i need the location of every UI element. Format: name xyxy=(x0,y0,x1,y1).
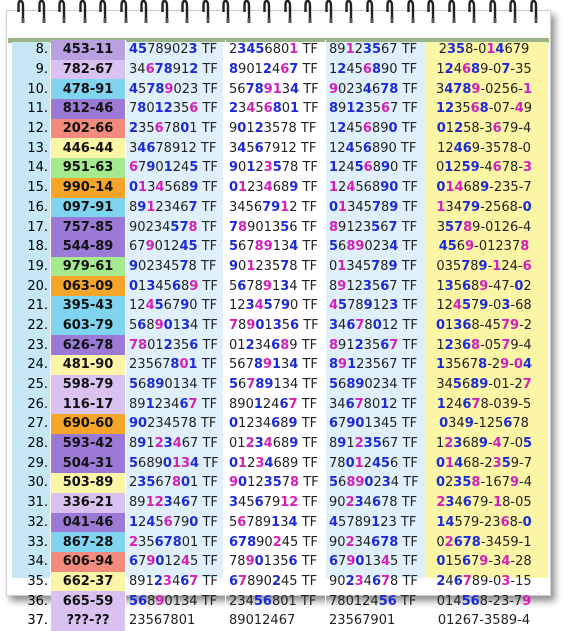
draw-code: 116-17 xyxy=(51,394,126,414)
tf-set-c: 89123567 TF xyxy=(326,335,426,355)
draw-code: 867-28 xyxy=(51,532,126,552)
spiral-ring xyxy=(326,0,334,24)
tf-set-b: 23456801 TF xyxy=(226,40,326,60)
tf-set-b: 78901356 TF xyxy=(226,217,326,237)
result-digits: 02358-1679-4 xyxy=(435,475,533,491)
spiral-ring xyxy=(449,0,457,24)
tf-set-a: 90234578 TF xyxy=(126,217,226,237)
row-number: 37. xyxy=(27,613,48,629)
tf-set-c: 89123567 TF xyxy=(326,217,426,237)
spiral-ring xyxy=(182,0,190,24)
draw-code: ???-?? xyxy=(51,611,126,631)
tf-set-c: 12456890 TF xyxy=(326,158,426,178)
draw-code: 598-79 xyxy=(51,375,126,395)
tf-set-c: 90234678 TF xyxy=(326,79,426,99)
row-number: 32. xyxy=(27,514,48,530)
tf-set-c: 12456890 TF xyxy=(326,119,426,139)
tf-set-a: 12456790 TF xyxy=(126,513,226,533)
tf-set-a: 45789023 TF xyxy=(126,79,226,99)
spiral-ring xyxy=(305,0,313,24)
draw-code: 603-79 xyxy=(51,316,126,336)
table-row xyxy=(12,434,543,454)
result-digits: 14579-2368-0 xyxy=(436,514,532,530)
row-number: 21. xyxy=(27,298,48,314)
row-number: 26. xyxy=(27,396,48,412)
spiral-ring xyxy=(80,0,88,24)
result-digits: 035789-124-6 xyxy=(436,258,532,274)
numbers-table xyxy=(12,40,543,631)
tf-set-a: 34678912 TF xyxy=(126,138,226,158)
tf-set-a: 12456790 TF xyxy=(126,296,226,316)
table-row xyxy=(12,473,543,493)
row-number: 23. xyxy=(27,337,48,353)
tf-set-a: 23567801 xyxy=(126,611,226,631)
row-number: 28. xyxy=(27,436,48,452)
table-row xyxy=(12,217,543,237)
table-row xyxy=(12,296,543,316)
result-digits: 123689-47-05 xyxy=(435,436,533,452)
row-number: 16. xyxy=(27,199,48,215)
draw-code: 336-21 xyxy=(51,493,126,513)
spiral-ring xyxy=(346,0,354,24)
row-number: 35. xyxy=(27,573,48,589)
draw-code: 063-09 xyxy=(51,276,126,296)
tf-set-c: 01345789 TF xyxy=(326,198,426,218)
row-number: 27. xyxy=(27,416,48,432)
spiral-ring xyxy=(18,0,26,24)
result-digits: 02678-3459-1 xyxy=(436,534,532,550)
spiral-ring xyxy=(510,0,518,24)
tf-set-b: 67890245 TF xyxy=(226,572,326,592)
tf-set-c: 12456890 TF xyxy=(326,178,426,198)
tf-set-b: 78901356 TF xyxy=(226,316,326,336)
result-digits: 12368-0579-4 xyxy=(436,337,532,353)
tf-set-c: 78012456 TF xyxy=(326,453,426,473)
tf-set-b: 23456801 TF xyxy=(226,591,326,611)
result-digits: 246789-03-15 xyxy=(436,573,532,589)
tf-set-c: 12456890 TF xyxy=(326,60,426,80)
tf-set-a: 78012356 TF xyxy=(126,335,226,355)
tf-set-b: 01234689 TF xyxy=(226,414,326,434)
tf-set-a: 01345689 TF xyxy=(126,276,226,296)
spiral-ring xyxy=(469,0,477,24)
tf-set-a: 89123467 TF xyxy=(126,572,226,592)
table-row xyxy=(12,335,543,355)
row-number: 29. xyxy=(27,455,48,471)
table-row xyxy=(12,611,543,631)
draw-code: 665-59 xyxy=(51,591,126,611)
tf-set-b: 56789134 TF xyxy=(226,276,326,296)
tf-set-b: 23456801 TF xyxy=(226,99,326,119)
tf-set-c: 90234678 TF xyxy=(326,493,426,513)
tf-set-c: 90234678 TF xyxy=(326,532,426,552)
row-number: 33. xyxy=(27,534,48,550)
result-digits: 123568-07-49 xyxy=(435,101,533,117)
tf-set-c: 56890234 TF xyxy=(326,473,426,493)
tf-set-b: 89012467 TF xyxy=(226,394,326,414)
table-row xyxy=(12,316,543,336)
result-digits: 0349-125678 xyxy=(439,416,529,432)
tf-set-b: 90123578 TF xyxy=(226,158,326,178)
draw-code: 626-78 xyxy=(51,335,126,355)
tf-set-a: 56890134 TF xyxy=(126,453,226,473)
tf-set-a: 01345689 TF xyxy=(126,178,226,198)
table-row xyxy=(12,178,543,198)
spiral-ring xyxy=(531,0,539,24)
lottery-table-sheet xyxy=(12,42,548,629)
tf-set-c: 78012456 TF xyxy=(326,591,426,611)
tf-set-a: 67901245 TF xyxy=(126,158,226,178)
spiral-ring xyxy=(162,0,170,24)
tf-set-c: 89123567 TF xyxy=(326,99,426,119)
draw-code: 606-94 xyxy=(51,552,126,572)
tf-set-c: 67901345 TF xyxy=(326,414,426,434)
draw-code: 990-14 xyxy=(51,178,126,198)
result-digits: 014689-235-7 xyxy=(436,180,532,196)
tf-set-b: 56789134 TF xyxy=(226,513,326,533)
tf-set-c: 89123567 TF xyxy=(326,276,426,296)
tf-set-c: 90234678 TF xyxy=(326,572,426,592)
result-digits: 01468-2359-7 xyxy=(435,455,533,471)
tf-set-a: 56890134 TF xyxy=(126,591,226,611)
table-row xyxy=(12,79,543,99)
tf-set-a: 23567801 TF xyxy=(126,355,226,375)
draw-code: 453-11 xyxy=(51,40,126,60)
spiral-ring xyxy=(39,0,47,24)
table-row xyxy=(12,198,543,218)
result-digits: 124678-039-5 xyxy=(436,396,532,412)
tf-set-a: 23567801 TF xyxy=(126,119,226,139)
spiral-ring xyxy=(264,0,272,24)
tf-set-b: 56789134 TF xyxy=(226,375,326,395)
tf-set-b: 34567912 TF xyxy=(226,493,326,513)
spiral-ring xyxy=(121,0,129,24)
spiral-ring xyxy=(244,0,252,24)
table-row xyxy=(12,237,543,257)
table-row xyxy=(12,60,543,80)
result-digits: 01267-3589-4 xyxy=(437,613,531,629)
draw-code: 951-63 xyxy=(51,158,126,178)
tf-set-b: 34567912 TF xyxy=(226,138,326,158)
draw-code: 757-85 xyxy=(51,217,126,237)
row-number: 12. xyxy=(27,121,48,137)
tf-set-b: 56789134 TF xyxy=(226,237,326,257)
tf-set-a: 78012356 TF xyxy=(126,99,226,119)
table-row xyxy=(12,138,543,158)
spiral-ring xyxy=(367,0,375,24)
tf-set-a: 34678912 TF xyxy=(126,60,226,80)
draw-code: 481-90 xyxy=(51,355,126,375)
result-digits: 014568-23-79 xyxy=(436,593,532,609)
row-number: 10. xyxy=(27,81,48,97)
tf-set-b: 12345790 TF xyxy=(226,296,326,316)
row-number: 31. xyxy=(27,495,48,511)
tf-set-b: 89012467 xyxy=(226,611,326,631)
row-number: 24. xyxy=(27,357,48,373)
row-number: 34. xyxy=(27,554,48,570)
table-row xyxy=(12,513,543,533)
spiral-ring xyxy=(490,0,498,24)
table-row xyxy=(12,453,543,473)
draw-code: 690-60 xyxy=(51,414,126,434)
table-row xyxy=(12,572,543,592)
result-digits: 12469-3578-0 xyxy=(437,140,531,156)
table-row xyxy=(12,119,543,139)
draw-code: 097-91 xyxy=(51,198,126,218)
tf-set-b: 56789134 TF xyxy=(226,79,326,99)
tf-set-b: 90123578 TF xyxy=(226,257,326,277)
row-number: 36. xyxy=(27,593,48,609)
tf-set-a: 89123467 TF xyxy=(126,434,226,454)
tf-set-a: 90234578 TF xyxy=(126,257,226,277)
spiral-ring xyxy=(203,0,211,24)
spiral-ring xyxy=(387,0,395,24)
row-number: 20. xyxy=(27,278,48,294)
tf-set-b: 34567912 TF xyxy=(226,198,326,218)
tf-set-b: 67890245 TF xyxy=(226,532,326,552)
tf-set-b: 01234689 TF xyxy=(226,434,326,454)
tf-set-a: 67901245 TF xyxy=(126,552,226,572)
spiral-ring xyxy=(408,0,416,24)
tf-set-c: 45789123 TF xyxy=(326,296,426,316)
spiral-ring xyxy=(223,0,231,24)
tf-set-a: 89123467 TF xyxy=(126,198,226,218)
spiral-ring xyxy=(285,0,293,24)
tf-set-b: 78901356 TF xyxy=(226,552,326,572)
tf-set-b: 90123578 TF xyxy=(226,473,326,493)
draw-code: 446-44 xyxy=(51,138,126,158)
result-digits: 124579-03-68 xyxy=(436,298,532,314)
tf-set-a: 90234578 TF xyxy=(126,414,226,434)
tf-set-a: 56890134 TF xyxy=(126,375,226,395)
tf-set-b: 56789134 TF xyxy=(226,355,326,375)
row-number: 15. xyxy=(27,180,48,196)
draw-code: 979-61 xyxy=(51,257,126,277)
tf-set-b: 01234689 TF xyxy=(226,178,326,198)
table-row xyxy=(12,532,543,552)
table-row xyxy=(12,355,543,375)
result-digits: 2358-014679 xyxy=(438,42,530,58)
tf-set-c: 34678012 TF xyxy=(326,394,426,414)
result-digits: 135678-29-04 xyxy=(435,357,533,373)
draw-code: 202-66 xyxy=(51,119,126,139)
row-number: 13. xyxy=(27,140,48,156)
tf-set-a: 45789023 TF xyxy=(126,40,226,60)
tf-set-c: 67901345 TF xyxy=(326,552,426,572)
row-number: 18. xyxy=(27,239,48,255)
table-row xyxy=(12,552,543,572)
row-number: 30. xyxy=(27,475,48,491)
table-row xyxy=(12,591,543,611)
row-number: 17. xyxy=(27,219,48,235)
row-number: 19. xyxy=(27,258,48,274)
spiral-ring xyxy=(141,0,149,24)
tf-set-c: 12456890 TF xyxy=(326,138,426,158)
table-row xyxy=(12,158,543,178)
result-digits: 34789-0256-1 xyxy=(435,81,533,97)
table-row xyxy=(12,493,543,513)
tf-set-a: 89123467 TF xyxy=(126,394,226,414)
tf-set-c: 45789123 TF xyxy=(326,513,426,533)
tf-set-a: 23567801 TF xyxy=(126,532,226,552)
table-row xyxy=(12,40,543,60)
table-row xyxy=(12,99,543,119)
tf-set-c: 56890234 TF xyxy=(326,237,426,257)
result-digits: 01368-4579-2 xyxy=(435,317,533,333)
tf-set-b: 90123578 TF xyxy=(226,119,326,139)
draw-code: 478-91 xyxy=(51,79,126,99)
draw-code: 544-89 xyxy=(51,237,126,257)
draw-code: 504-31 xyxy=(51,453,126,473)
result-digits: 345689-01-27 xyxy=(436,377,532,393)
tf-set-c: 34678012 TF xyxy=(326,316,426,336)
draw-code: 782-67 xyxy=(51,60,126,80)
row-number: 8. xyxy=(35,42,48,58)
tf-set-b: 01234689 TF xyxy=(226,453,326,473)
result-digits: 015679-34-28 xyxy=(436,554,532,570)
draw-code: 662-37 xyxy=(51,572,126,592)
row-number: 14. xyxy=(27,160,48,176)
tf-set-a: 23567801 TF xyxy=(126,473,226,493)
result-digits: 234679-18-05 xyxy=(436,495,532,511)
tf-set-a: 56890134 TF xyxy=(126,316,226,336)
row-number: 25. xyxy=(27,377,48,393)
row-number: 9. xyxy=(35,62,48,78)
draw-code: 593-42 xyxy=(51,434,126,454)
table-row xyxy=(12,276,543,296)
tf-set-b: 89012467 TF xyxy=(226,60,326,80)
draw-code: 395-43 xyxy=(51,296,126,316)
tf-set-a: 67901245 TF xyxy=(126,237,226,257)
tf-set-c: 89123567 TF xyxy=(326,355,426,375)
tf-set-c: 01345789 TF xyxy=(326,257,426,277)
result-digits: 01258-3679-4 xyxy=(436,121,532,137)
draw-code: 812-46 xyxy=(51,99,126,119)
tf-set-b: 01234689 TF xyxy=(226,335,326,355)
spiral-ring xyxy=(428,0,436,24)
result-digits: 01259-4678-3 xyxy=(435,160,533,176)
draw-code: 503-89 xyxy=(51,473,126,493)
table-row xyxy=(12,414,543,434)
result-digits: 4569-012378 xyxy=(438,239,530,255)
spiral-ring xyxy=(100,0,108,24)
tf-set-a: 89123467 TF xyxy=(126,493,226,513)
table-row xyxy=(12,375,543,395)
row-number: 22. xyxy=(27,317,48,333)
result-digits: 35789-0126-4 xyxy=(436,219,532,235)
spiral-binding xyxy=(18,0,550,26)
table-row xyxy=(12,257,543,277)
draw-code: 041-46 xyxy=(51,513,126,533)
tf-set-c: 89123567 TF xyxy=(326,434,426,454)
tf-set-c: 56890234 TF xyxy=(326,375,426,395)
table-row xyxy=(12,394,543,414)
spiral-ring xyxy=(59,0,67,24)
tf-set-c: 23567901 xyxy=(326,611,426,631)
tf-set-c: 89123567 TF xyxy=(326,40,426,60)
result-digits: 124689-07-35 xyxy=(436,62,532,78)
result-digits: 13479-2568-0 xyxy=(436,199,532,215)
row-number: 11. xyxy=(27,101,48,117)
result-digits: 135689-47-02 xyxy=(436,278,532,294)
